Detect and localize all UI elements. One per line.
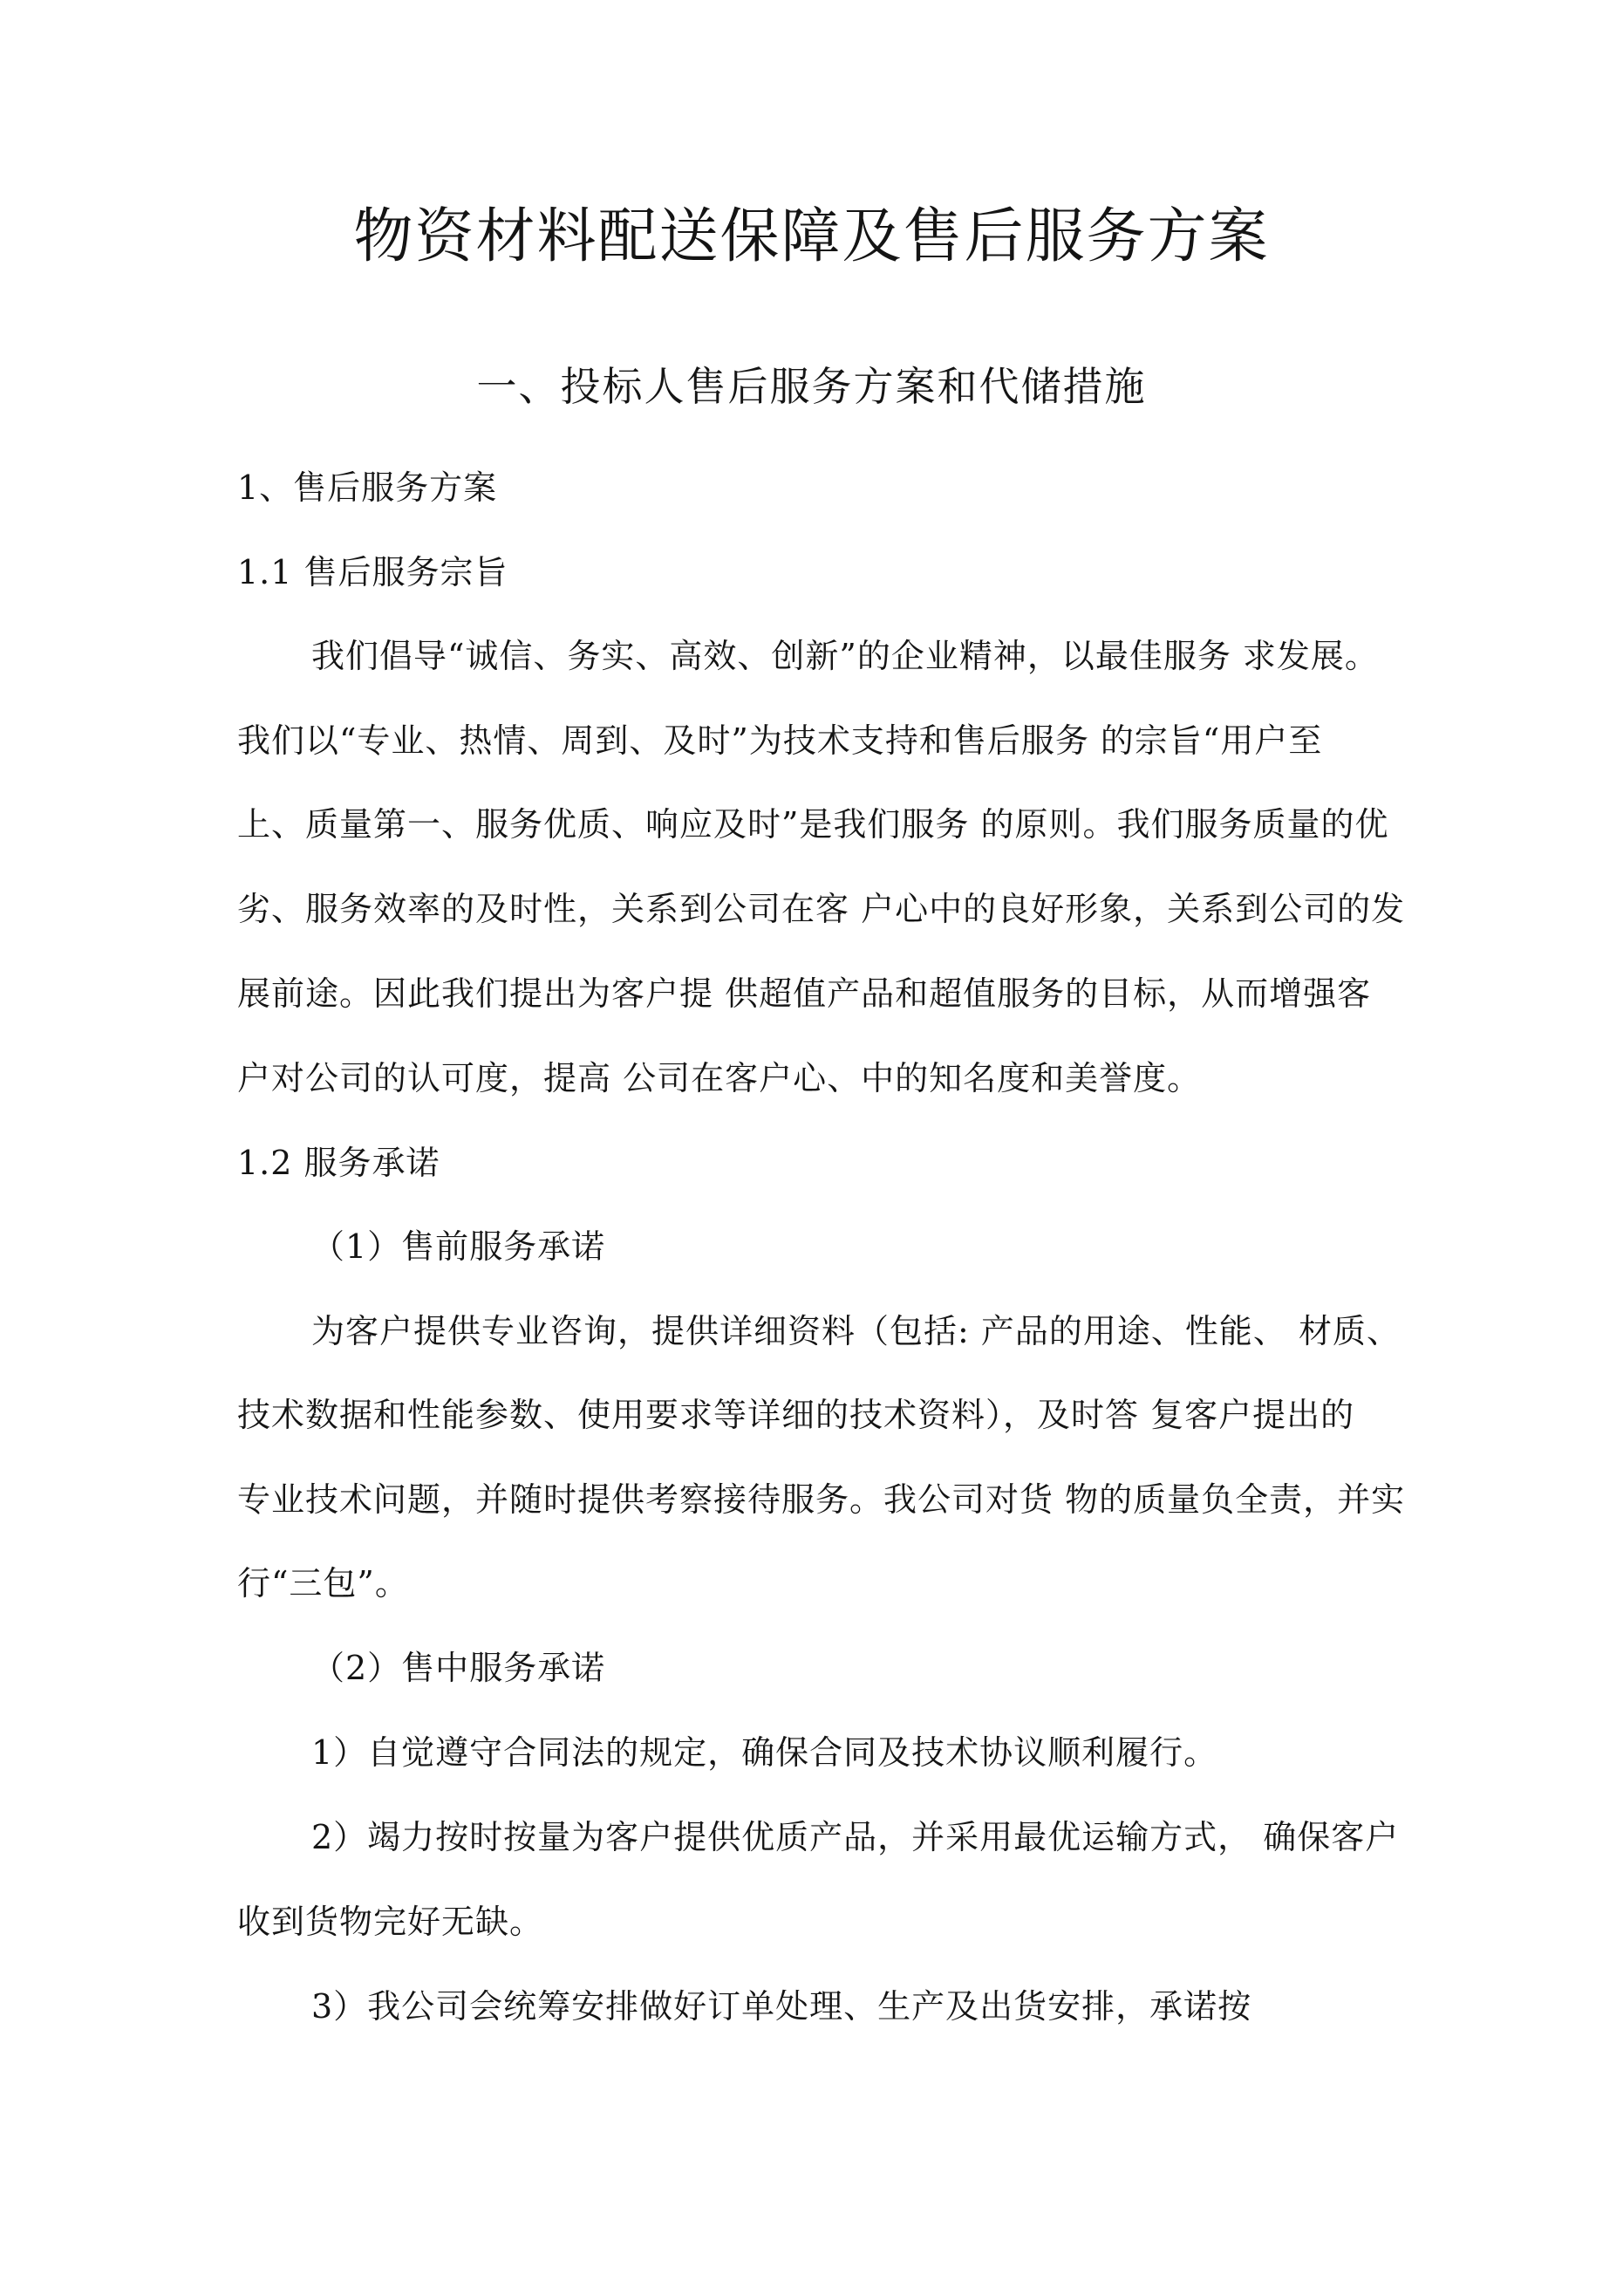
paragraph-line: 我们以“专业、热情、周到、及时”为技术支持和售后服务 的宗旨“用户至 bbox=[237, 721, 1323, 760]
paragraph-line: 技术数据和性能参数、使用要求等详细的技术资料），及时答 复客户提出的 bbox=[237, 1396, 1355, 1434]
paragraph-line: 行“三包”。 bbox=[237, 1564, 409, 1602]
paragraph-line: 2）竭力按时按量为客户提供优质产品，并采用最优运输方式， 确保客户 bbox=[311, 1818, 1400, 1856]
section-heading: 一、投标人售后服务方案和代储措施 bbox=[476, 363, 1147, 410]
heading-service-tenet: 1.1 售后服务宗旨 bbox=[237, 553, 508, 591]
subheading-in-sales: （2）售中服务承诺 bbox=[311, 1649, 606, 1687]
heading-service-commitment: 1.2 服务承诺 bbox=[237, 1144, 440, 1182]
paragraph-line: 为客户提供专业咨询，提供详细资料（包括: 产品的用途、性能、 材质、 bbox=[311, 1312, 1401, 1350]
paragraph-line: 劣、服务效率的及时性，关系到公司在客 户心中的良好形象，关系到公司的发 bbox=[237, 890, 1406, 928]
paragraph-line: 专业技术问题，并随时提供考察接待服务。我公司对货 物的质量负全责，并实 bbox=[237, 1480, 1406, 1519]
paragraph-line: 户对公司的认可度，提高 公司在客户心、中的知名度和美誉度。 bbox=[237, 1059, 1202, 1097]
subheading-pre-sales: （1）售前服务承诺 bbox=[311, 1227, 606, 1266]
document-title: 物资材料配送保障及售后服务方案 bbox=[353, 202, 1270, 271]
paragraph-line: 我们倡导“诚信、务实、高效、创新”的企业精神，以最佳服务 求发展。 bbox=[311, 637, 1379, 675]
list-item-1: 1）自觉遵守合同法的规定，确保合同及技术协议顺利履行。 bbox=[311, 1733, 1218, 1772]
list-item-3: 3）我公司会统筹安排做好订单处理、生产及出货安排，承诺按 bbox=[311, 1987, 1252, 2026]
heading-after-sales-plan: 1、售后服务方案 bbox=[237, 468, 498, 507]
paragraph-line: 上、质量第一、服务优质、响应及时”是我们服务 的原则。我们服务质量的优 bbox=[237, 805, 1389, 844]
paragraph-line: 收到货物完好无缺。 bbox=[237, 1903, 544, 1941]
paragraph-line: 展前途。因此我们提出为客户提 供超值产品和超值服务的目标，从而增强客 bbox=[237, 974, 1372, 1013]
